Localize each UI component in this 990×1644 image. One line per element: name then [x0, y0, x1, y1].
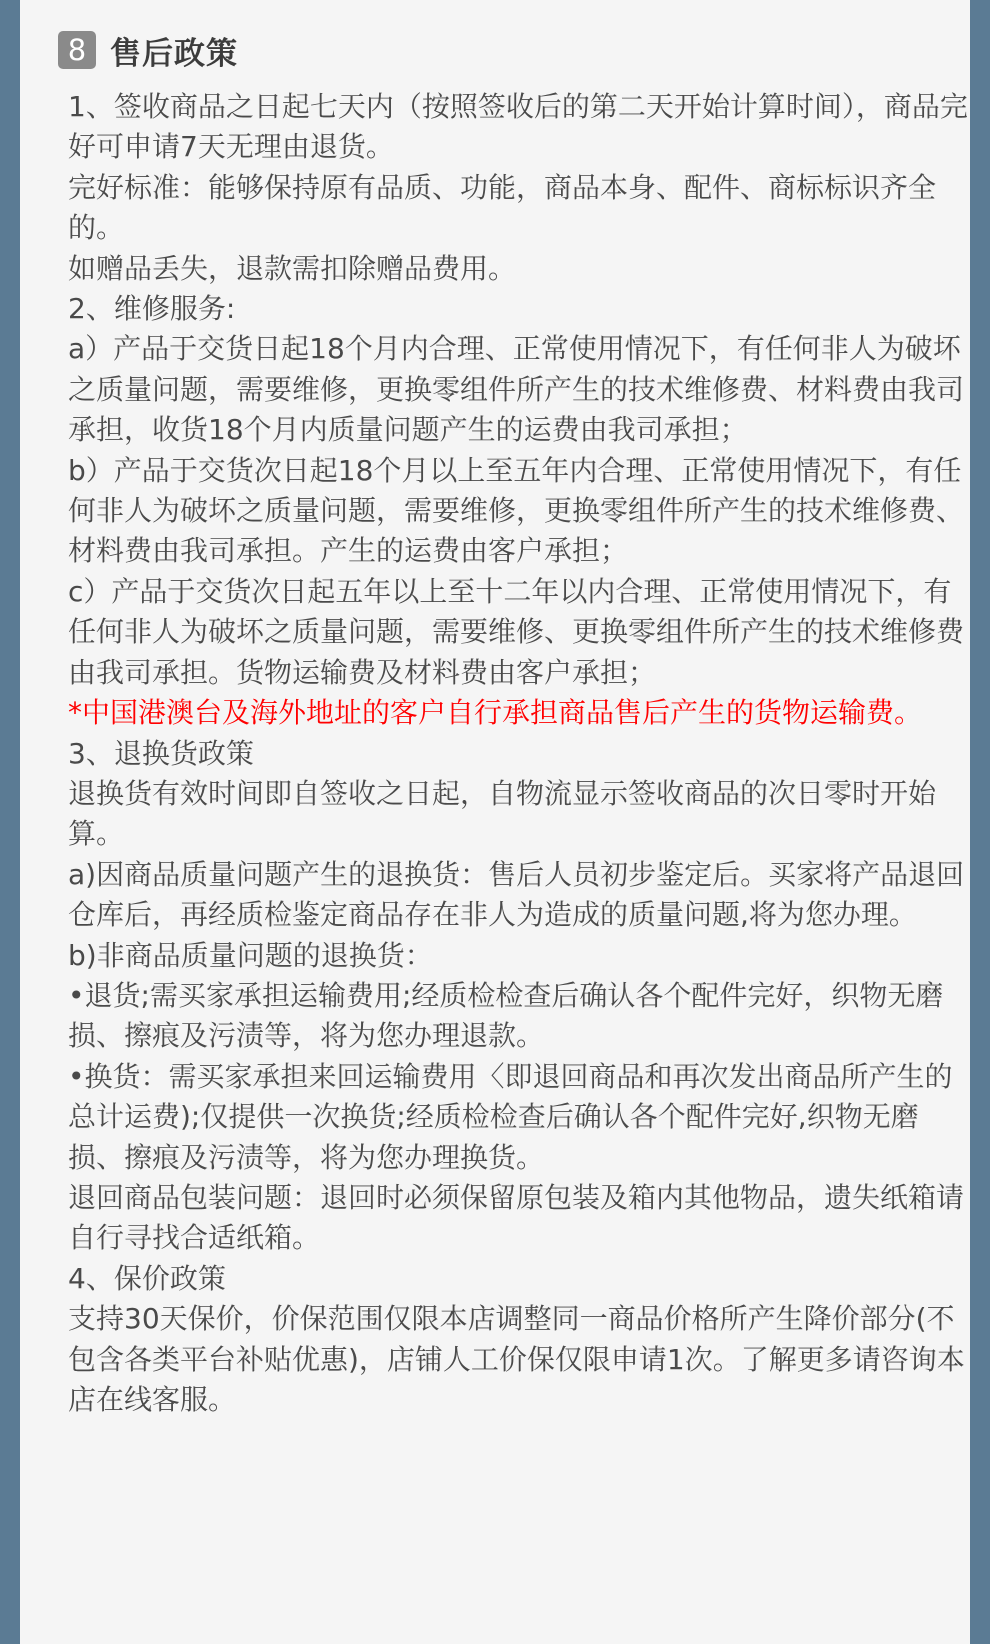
policy-paragraph: 完好标准：能够保持原有品质、功能，商品本身、配件、商标标识齐全的。: [68, 170, 937, 245]
policy-paragraph: 4、保价政策: [68, 1261, 226, 1295]
policy-paragraph: 退换货有效时间即自签收之日起，自物流显示签收商品的次日零时开始算。: [68, 776, 937, 851]
policy-paragraph: 如赠品丢失，退款需扣除赠品费用。: [68, 251, 517, 285]
policy-paragraph: a）产品于交货日起18个月内合理、正常使用情况下，有任何非人为破坏之质量问题，需要维修，更换零组件所产生的技术维修费、材料费由我司承担，收货18个月内质量问题产生的运费由我司承担；: [68, 332, 965, 447]
policy-paragraph: •换货：需买家承担来回运输费用〈即退回商品和再次发出商品所产生的总计运费);仅提供一次换货;经质检检查后确认各个配件完好,织物无磨损、擦痕及污渍等，将为您办理换货。: [68, 1059, 953, 1174]
policy-paragraph: a)因商品质量问题产生的退换货：售后人员初步鉴定后。买家将产品退回仓库后，再经质检鉴定商品存在非人为造成的质量问题,将为您办理。: [68, 857, 965, 932]
policy-paragraph: c）产品于交货次日起五年以上至十二年以内合理、正常使用情况下，有任何非人为破坏之质量问题，需要维修、更换零组件所产生的技术维修费由我司承担。货物运输费及材料费由客户承担；: [68, 574, 965, 689]
policy-paragraph: 2、维修服务:: [68, 292, 236, 326]
section-title: 售后政策: [110, 35, 238, 72]
policy-paragraph: •退货;需买家承担运输费用;经质检检查后确认各个配件完好，织物无磨损、擦痕及污渍等，将为您办理退款。: [68, 978, 944, 1053]
policy-paragraph: 退回商品包装问题：退回时必须保留原包装及箱内其他物品，遗失纸箱请自行寻找合适纸箱。: [68, 1180, 965, 1255]
section-number-badge: 8: [58, 31, 96, 69]
policy-paragraph: b）产品于交货次日起18个月以上至五年内合理、正常使用情况下，有任何非人为破坏之质量问题，需要维修，更换零组件所产生的技术维修费、材料费由我司承担。产生的运费由客户承担；: [68, 453, 965, 568]
policy-paragraph: 3、退换货政策: [68, 736, 254, 770]
policy-paragraph: b)非商品质量问题的退换货：: [68, 938, 433, 972]
policy-content: [68, 87, 968, 1420]
highlight-notice: *中国港澳台及海外地址的客户自行承担商品售后产生的货物运输费。: [68, 696, 923, 730]
section-header: [58, 28, 238, 72]
policy-paragraph: 支持30天保价，价保范围仅限本店调整同一商品价格所产生降价部分(不包含各类平台补贴优惠)，店铺人工价保仅限申请1次。了解更多请咨询本店在线客服。: [68, 1302, 965, 1416]
policy-paragraph: 1、签收商品之日起七天内（按照签收后的第二天开始计算时间），商品完好可申请7天无理由退货。: [68, 90, 968, 164]
policy-panel: [20, 0, 970, 1644]
